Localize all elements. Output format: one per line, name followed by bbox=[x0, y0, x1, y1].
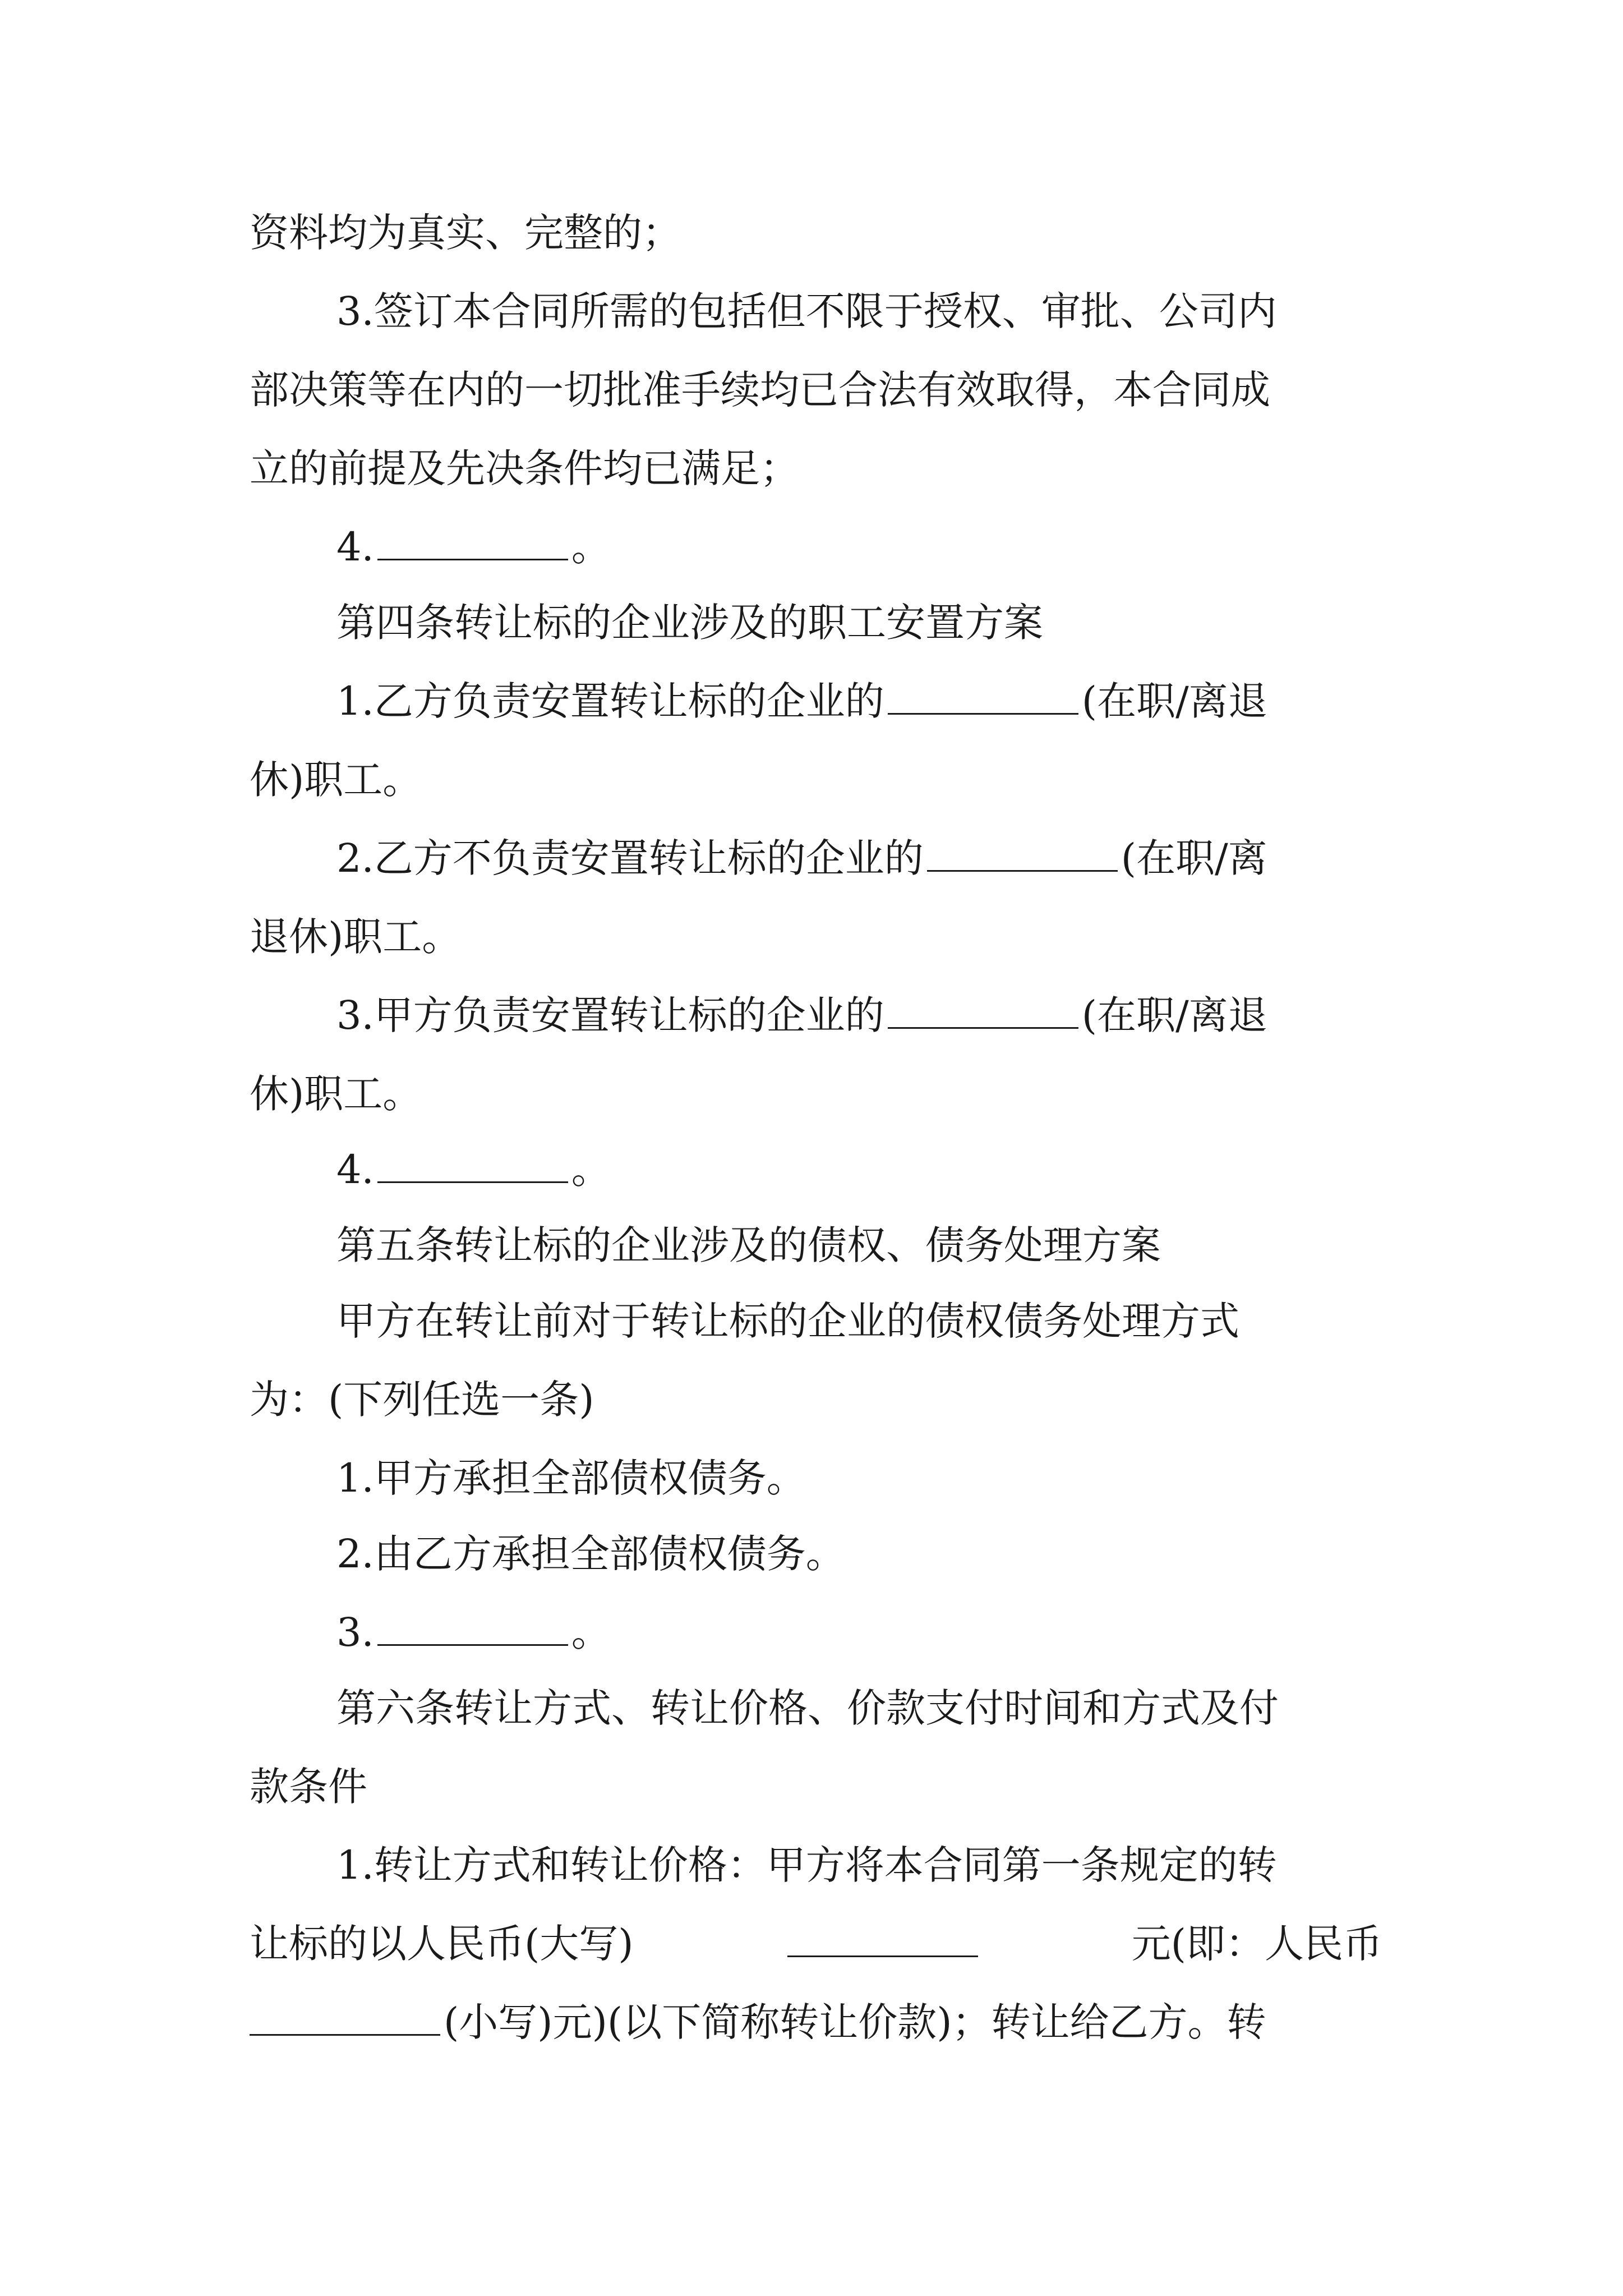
text-line: 1.甲方承担全部债权债务。 bbox=[336, 1455, 806, 1501]
text-line: 立的前提及先决条件均已满足； bbox=[250, 445, 799, 491]
text-segment: 1.乙方负责安置转让标的企业的 bbox=[336, 678, 884, 724]
list-number: 3. bbox=[336, 1609, 374, 1655]
text-line bbox=[336, 670, 1382, 732]
text-line: 退休)职工。 bbox=[250, 914, 462, 960]
text-line: 资料均为真实、完整的； bbox=[250, 210, 681, 256]
period: 。 bbox=[571, 1147, 611, 1193]
fill-in-blank bbox=[250, 2033, 440, 2036]
list-number: 4. bbox=[336, 1147, 374, 1193]
section-heading: 第四条转让标的企业涉及的职工安置方案 bbox=[336, 600, 1043, 646]
list-number: 4. bbox=[336, 524, 374, 570]
text-segment: (在职/离退 bbox=[1081, 678, 1267, 724]
text-line bbox=[250, 1991, 1382, 2053]
text-segment: (在职/离退 bbox=[1081, 992, 1267, 1038]
text-line: 为：(下列任选一条) bbox=[250, 1377, 594, 1423]
period: 。 bbox=[571, 524, 611, 570]
period: 。 bbox=[571, 1609, 611, 1655]
text-line: 甲方在转让前对于转让标的企业的债权债务处理方式 bbox=[336, 1298, 1239, 1344]
text-line bbox=[336, 516, 1382, 578]
text-line bbox=[336, 984, 1382, 1046]
fill-in-blank bbox=[787, 1955, 978, 1957]
text-segment: 让标的以人民币(大写) bbox=[250, 1921, 634, 1967]
fill-in-blank bbox=[377, 1644, 568, 1646]
text-segment: (在职/离 bbox=[1121, 835, 1267, 881]
text-segment: 3.甲方负责安置转让标的企业的 bbox=[336, 992, 884, 1038]
fill-in-blank bbox=[377, 1181, 568, 1183]
section-heading: 第五条转让标的企业涉及的债权、债务处理方案 bbox=[336, 1222, 1161, 1268]
fill-in-blank bbox=[377, 558, 568, 560]
text-line: 2.由乙方承担全部债权债务。 bbox=[336, 1531, 845, 1577]
text-line bbox=[336, 827, 1382, 889]
text-segment: 2.乙方不负责安置转让标的企业的 bbox=[336, 835, 924, 881]
text-line: 休)职工。 bbox=[250, 1071, 422, 1117]
text-line bbox=[250, 1913, 1382, 1975]
fill-in-blank bbox=[927, 869, 1118, 872]
text-line: 休)职工。 bbox=[250, 757, 422, 803]
text-line bbox=[336, 1602, 1382, 1663]
text-line bbox=[336, 1139, 1382, 1200]
text-line: 1.转让方式和转让价格：甲方将本合同第一条规定的转 bbox=[336, 1842, 1277, 1888]
text-segment: 元(即：人民币 bbox=[1131, 1921, 1382, 1967]
section-heading: 第六条转让方式、转让价格、价款支付时间和方式及付 bbox=[336, 1685, 1279, 1731]
fill-in-blank bbox=[888, 1027, 1078, 1029]
section-heading-continued: 款条件 bbox=[250, 1764, 367, 1810]
text-segment: (小写)元)(以下简称转让价款)；转让给乙方。转 bbox=[444, 1999, 1266, 2045]
text-line: 3.签订本合同所需的包括但不限于授权、审批、公司内 bbox=[336, 288, 1277, 334]
text-line: 部决策等在内的一切批准手续均已合法有效取得，本合同成 bbox=[250, 367, 1270, 413]
fill-in-blank bbox=[888, 712, 1078, 715]
